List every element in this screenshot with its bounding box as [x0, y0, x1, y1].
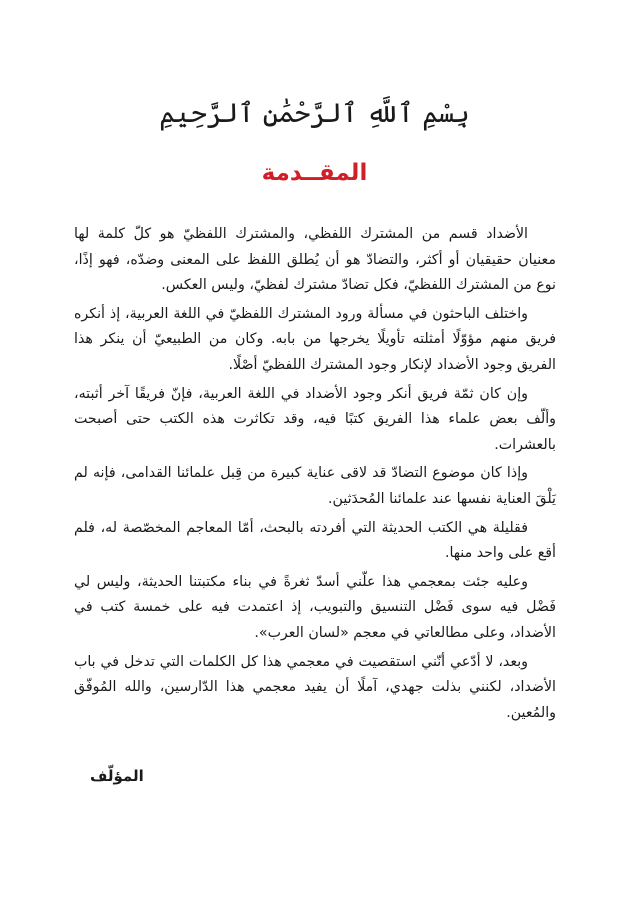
paragraph: وعليه جئت بمعجمي هذا علّني أسدّ ثغرةً في بناء مكتبتنا الحديثة، وليس لي فَضْل فيه سوى فَضْل التنسيق والتبويب، إذ اعتمدت فيه على خمسة كتب في الأضداد، وعلى مطالعاتي في معجم «لسان العرب». [74, 573, 556, 641]
paragraph: واختلف الباحثون في مسألة ورود المشترك اللفظيّ في اللغة العربية، إذ أنكره فريق منهم مؤوّلًا أمثلته تأويلًا يخرجها من بابه. وكان من الطبيعيّ أن ينكر هذا الفريق وجود الأضداد لإنكار وجود المشترك اللفظيّ أصْلًا. [74, 305, 556, 373]
paragraph: فقليلة هي الكتب الحديثة التي أفردته بالبحث، أمّا المعاجم المخصّصة له، فلم أقع على واحد منها. [74, 519, 556, 562]
page-title: المقــدمة [261, 160, 368, 186]
paragraph: وبعد، لا أدّعي أنّني استقصيت في معجمي هذا كل الكلمات التي تدخل في باب الأضداد، لكنني بذلت جهدي، آملًا أن يفيد معجمي هذا الدّارسين، والله المُوفّق والمُعين. [74, 653, 556, 721]
introduction-body [74, 222, 556, 729]
paragraph: وإن كان ثمّة فريق أنكر وجود الأضداد في اللغة العربية، فإنّ فريقًا آخر أثبته، وألّف بعض علماء هذا الفريق كتبًا فيه، وقد تكاثرت هذه الكتب حتى أصبحت بالعشرات. [74, 385, 556, 453]
basmala-calligraphy: بِسْمِ ٱللَّهِ ٱلرَّحْمَٰنِ ٱلرَّحِيمِ [159, 98, 470, 129]
paragraph: وإذا كان موضوع التضادّ قد لاقى عناية كبيرة من قِبل علمائنا القدامى، فإنه لم يَلْقَ العناية نفسها عند علمائنا المُحدَثين. [74, 465, 556, 507]
paragraph: الأضداد قسم من المشترك اللفظي، والمشترك اللفظيّ هو كلّ كلمة لها معنيان حقيقيان أو أكثر، والتضادّ هو أن يُطلق اللفظ على المعنى وضدّه، فهو إذًا، نوع من المشترك اللفظيّ، فكل تضادّ مشترك لفظيّ، وليس العكس. [74, 226, 556, 294]
author-signature: المؤلّف [90, 767, 144, 785]
